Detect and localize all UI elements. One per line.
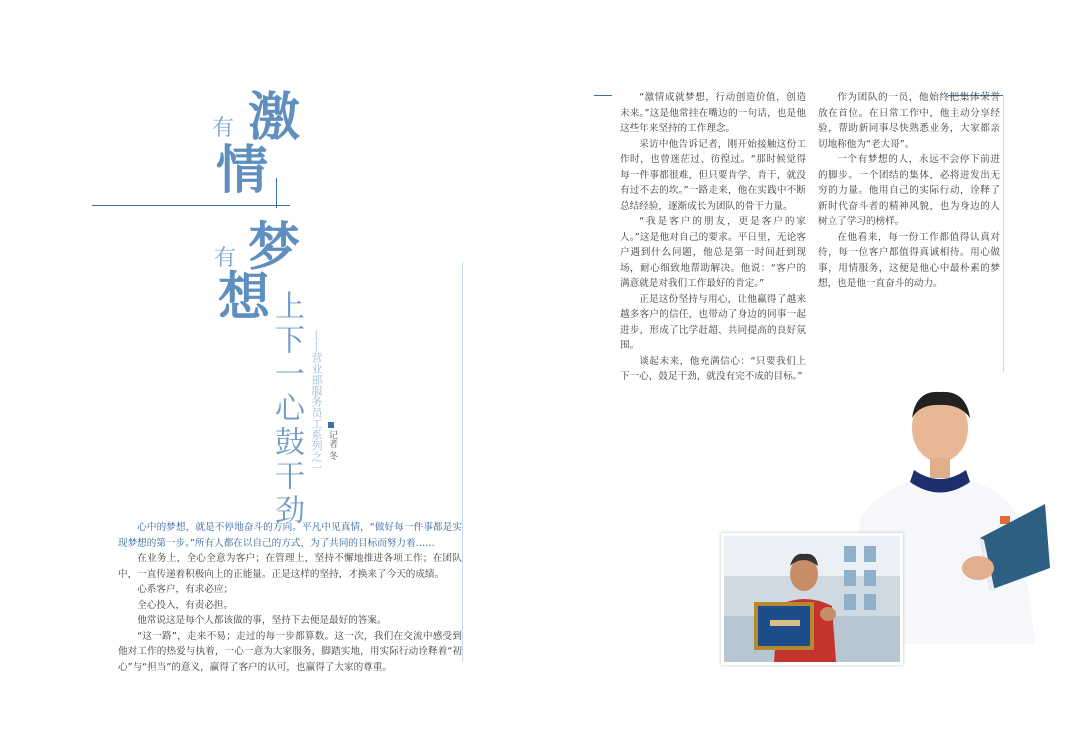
- paragraph: 作为团队的一员，他始终把集体荣誉放在首位。在日常工作中，他主动分享经验，帮助新同事尽快熟悉业务，大家都亲切地称他为“老大哥”。: [818, 92, 1000, 150]
- paragraph: 谈起未来，他充满信心：“只要我们上下一心，鼓足干劲，就没有完不成的目标。”: [620, 355, 806, 382]
- right-body-col2: [818, 90, 1000, 292]
- paragraph: “这一路”，走来不易；走过的每一步都算数。这一次，我们在交流中感受到他对工作的热爱与执着，一心一意为大家服务，脚踏实地，用实际行动诠释着“初心”与“担当”的意义，赢得了客户的认可，也赢得了大家的尊重。: [118, 630, 462, 673]
- column-rule: [462, 262, 463, 662]
- title-rule-vertical: [276, 178, 277, 208]
- paragraph: “激情成就梦想，行动创造价值，创造未来。”这是他常挂在嘴边的一句话，也是他这些年来坚持的工作理念。: [620, 92, 806, 134]
- title-char: 情: [216, 140, 269, 201]
- title-char: 梦: [248, 217, 301, 278]
- paragraph: 采访中他告诉记者，刚开始接触这份工作时，也曾迷茫过、彷徨过。“那时候觉得每一件事都很难，但只要肯学、肯干，就没有过不去的坎。”一路走来，他在实践中不断总结经验，逐渐成长为团队的骨干力量。: [620, 138, 806, 212]
- right-body-col1: [620, 90, 806, 385]
- paragraph: 正是这份坚持与用心，让他赢得了越来越多客户的信任，也带动了身边的同事一起进步，形成了比学赶超、共同提高的良好氛围。: [620, 293, 806, 351]
- paragraph: 在业务上，全心全意为客户；在管理上，坚持不懈地推进各项工作；在团队中，一直传递着积极向上的正能量。正是这样的坚持，才换来了今天的成绩。: [118, 553, 462, 580]
- paragraph: “我是客户的朋友，更是客户的家人。”这是他对自己的要求。平日里，无论客户遇到什么问题，他总是第一时间赶到现场，耐心细致地帮助解决。他说：“客户的满意就是对我们工作最好的肯定。”: [620, 216, 806, 289]
- paragraph: 一个有梦想的人，永远不会停下前进的脚步。一个团结的集体，必将迸发出无穷的力量。他用自己的实际行动，诠释了新时代奋斗者的精神风貌，也为身边的人树立了学习的榜样。: [818, 154, 1000, 227]
- paragraph: 全心投入，有责必担。: [137, 599, 234, 611]
- page-rule: [1003, 96, 1004, 372]
- paragraph: 在他看来，每一份工作都值得认真对待，每一位客户都值得真诚相待。用心做事，用情服务，这便是他心中最朴素的梦想，也是他一直奋斗的动力。: [818, 231, 1000, 289]
- award-photo: [721, 533, 903, 665]
- title-char: 有: [214, 246, 237, 271]
- deck: ——营业部服务员工系列之一: [310, 330, 323, 473]
- title-char: 有: [212, 116, 235, 141]
- byline-mark: [328, 422, 334, 428]
- right-page: [540, 0, 1080, 742]
- paragraph: 心系客户，有求必应；: [137, 584, 234, 595]
- title-char: 激: [248, 87, 301, 148]
- left-body: [118, 520, 462, 675]
- subtitle: 上下一心鼓干劲: [269, 290, 304, 528]
- paragraph: 他常说这是每个人都该做的事，坚持下去便是最好的答案。: [137, 615, 387, 626]
- paragraph: 心中的梦想，就是不停地奋斗的方向。平凡中见真情，“做好每一件事都是实现梦想的第一步。”所有人都在以自己的方式，为了共同的目标而努力着……: [118, 522, 462, 549]
- title-rule-horizontal: [92, 205, 290, 206]
- top-rule-left: [594, 95, 612, 96]
- byline: 记者 冬: [327, 430, 337, 460]
- title-char: 想: [218, 267, 271, 328]
